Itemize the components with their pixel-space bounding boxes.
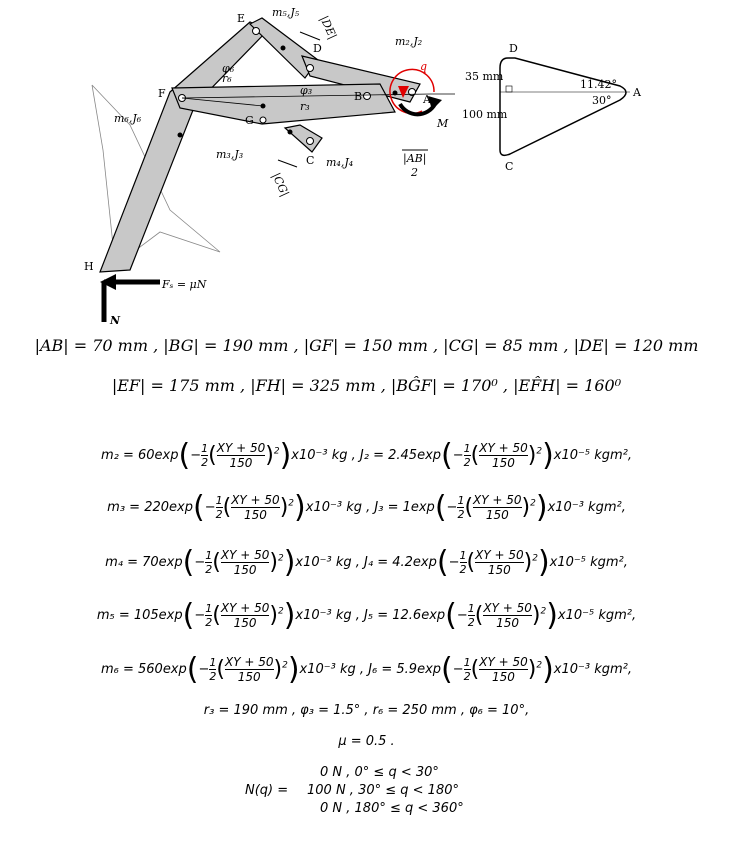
mass-expr: m₃ = 220exp	[107, 500, 193, 515]
mass-inertia-row: m₃ = 220exp(− $\frac{1}{2}$ ( $\frac{XY + 50}{150}$ )$^2$)x10⁻³ kg , J₃ = 1exp(− $\frac{1}{2}$ ( $\frac{XY + 50}{150}$ )$^2$)x10⁻³ kgm²,	[107, 490, 626, 525]
geometry-params: r₃ = 190 mm , φ₃ = 1.5° , r₆ = 250 mm , φ₆ = 10°,	[203, 703, 530, 718]
label-m3J3: m₃,J₃	[216, 148, 244, 161]
normal-case-2: 100 N , 30° ≤ q < 180°	[307, 783, 459, 798]
tri-label-D: D	[509, 42, 518, 55]
label-B: B	[354, 90, 363, 103]
mass-inertia-row: m₆ = 560exp(− $\frac{1}{2}$ ( $\frac{XY + 50}{150}$ )$^2$)x10⁻³ kg , J₆ = 5.9exp(− $\frac{1}{2}$ ( $\frac{XY + 50}{150}$ )$^2$)x10⁻³ kgm²,	[100, 652, 633, 687]
label-two: 2	[411, 166, 418, 179]
joint-C	[307, 138, 314, 145]
label-D: D	[313, 42, 322, 55]
inertia-expr: J₃ = 1exp	[374, 500, 435, 515]
joint-E	[253, 28, 260, 35]
joint-B	[364, 93, 371, 100]
tri-angle-1: 11.42°	[580, 78, 617, 91]
mass-unit: x10⁻³ kg ,	[295, 555, 360, 570]
label-E: E	[237, 12, 246, 25]
link-4	[285, 125, 322, 152]
normal-force-lhs: N(q) =	[245, 783, 289, 798]
inertia-unit: x10⁻⁵ kgm²,	[557, 608, 637, 623]
label-m4J4: m₄,J₄	[326, 156, 354, 169]
label-m5J5: m₅,J₅	[272, 6, 300, 19]
label-A: A	[423, 93, 431, 106]
label-phi3: φ₃	[300, 84, 313, 97]
link-6	[100, 22, 268, 272]
label-phi6: φ₆	[222, 62, 235, 75]
inertia-expr: J₅ = 12.6exp	[364, 608, 446, 623]
mass-unit: x10⁻³ kg ,	[305, 500, 371, 515]
mass-expr: m₄ = 70exp	[105, 555, 183, 570]
mechanism-figure	[0, 0, 733, 330]
mass-unit: x10⁻³ kg ,	[295, 608, 360, 623]
label-q: q	[420, 60, 428, 73]
dimensions-line-1: |AB| = 70 mm , |BG| = 190 mm , |GF| = 150 mm , |CG| = 85 mm , |DE| = 120 mm	[34, 336, 699, 355]
label-Fs: Fₛ = μN	[162, 278, 207, 291]
mass-expr: m₂ = 60exp	[100, 448, 179, 463]
mass-inertia-row: m₂ = 60exp(− $\frac{1}{2}$ ( $\frac{XY + 50}{150}$ )$^2$)x10⁻³ kg , J₂ = 2.45exp(− $\frac{1}{2}$ ( $\frac{XY + 50}{150}$ )$^2$)x10⁻⁵ kgm²,	[100, 438, 633, 473]
label-H: H	[84, 260, 94, 273]
label-r6: r₆	[222, 72, 232, 85]
label-F: F	[158, 87, 166, 100]
normal-case-1: 0 N , 0° ≤ q < 30°	[320, 765, 439, 780]
label-r3: r₃	[300, 100, 310, 113]
tri-dim-35: 35 mm	[465, 70, 504, 83]
label-M: M	[437, 117, 449, 130]
inertia-unit: x10⁻³ kgm²,	[547, 500, 626, 515]
label-AB-over-2: |AB|	[403, 152, 427, 165]
mass-inertia-row: m₅ = 105exp(− $\frac{1}{2}$ ( $\frac{XY + 50}{150}$ )$^2$)x10⁻³ kg , J₅ = 12.6exp(− $\frac{1}{2}$ ( $\frac{XY + 50}{150}$ )$^2$)x10⁻⁵ kgm²,	[96, 598, 637, 633]
tri-angle-2: 30°	[592, 94, 612, 107]
inertia-unit: x10⁻⁵ kgm²,	[549, 555, 628, 570]
mass-unit: x10⁻³ kg ,	[291, 448, 356, 463]
mass-expr: m₆ = 560exp	[100, 662, 187, 677]
label-C: C	[306, 154, 315, 167]
inertia-unit: x10⁻³ kgm²,	[553, 662, 633, 677]
friction-coefficient: μ = 0.5 .	[338, 734, 395, 749]
tri-label-C: C	[505, 160, 514, 173]
normal-case-3: 0 N , 180° ≤ q < 360°	[320, 801, 464, 816]
inertia-unit: x10⁻⁵ kgm²,	[553, 448, 633, 463]
label-G: G	[245, 114, 254, 127]
tri-dim-100: 100 mm	[462, 108, 508, 121]
dimensions-line-2: |EF| = 175 mm , |FH| = 325 mm , |BĜF| = 170⁰ , |EF̂H| = 160⁰	[111, 376, 622, 395]
mass-expr: m₅ = 105exp	[96, 608, 183, 623]
label-CG-over-2: |CG|	[269, 170, 292, 199]
label-m6J6: m₆,J₆	[114, 112, 142, 125]
label-m2J2: m₂,J₂	[395, 35, 423, 48]
inertia-expr: J₂ = 2.45exp	[359, 448, 442, 463]
joint-G	[260, 117, 266, 123]
joint-D	[307, 65, 314, 72]
inertia-expr: J₄ = 4.2exp	[364, 555, 437, 570]
inertia-expr: J₆ = 5.9exp	[368, 662, 442, 677]
mass-inertia-row: m₄ = 70exp(− $\frac{1}{2}$ ( $\frac{XY + 50}{150}$ )$^2$)x10⁻³ kg , J₄ = 4.2exp(− $\frac{1}{2}$ ( $\frac{XY + 50}{150}$ )$^2$)x10⁻⁵ kgm²,	[105, 545, 628, 580]
label-DE-over-2: |DE|	[317, 13, 340, 42]
label-N: N	[110, 314, 121, 327]
mass-unit: x10⁻³ kg ,	[299, 662, 365, 677]
tri-label-A: A	[633, 86, 641, 99]
